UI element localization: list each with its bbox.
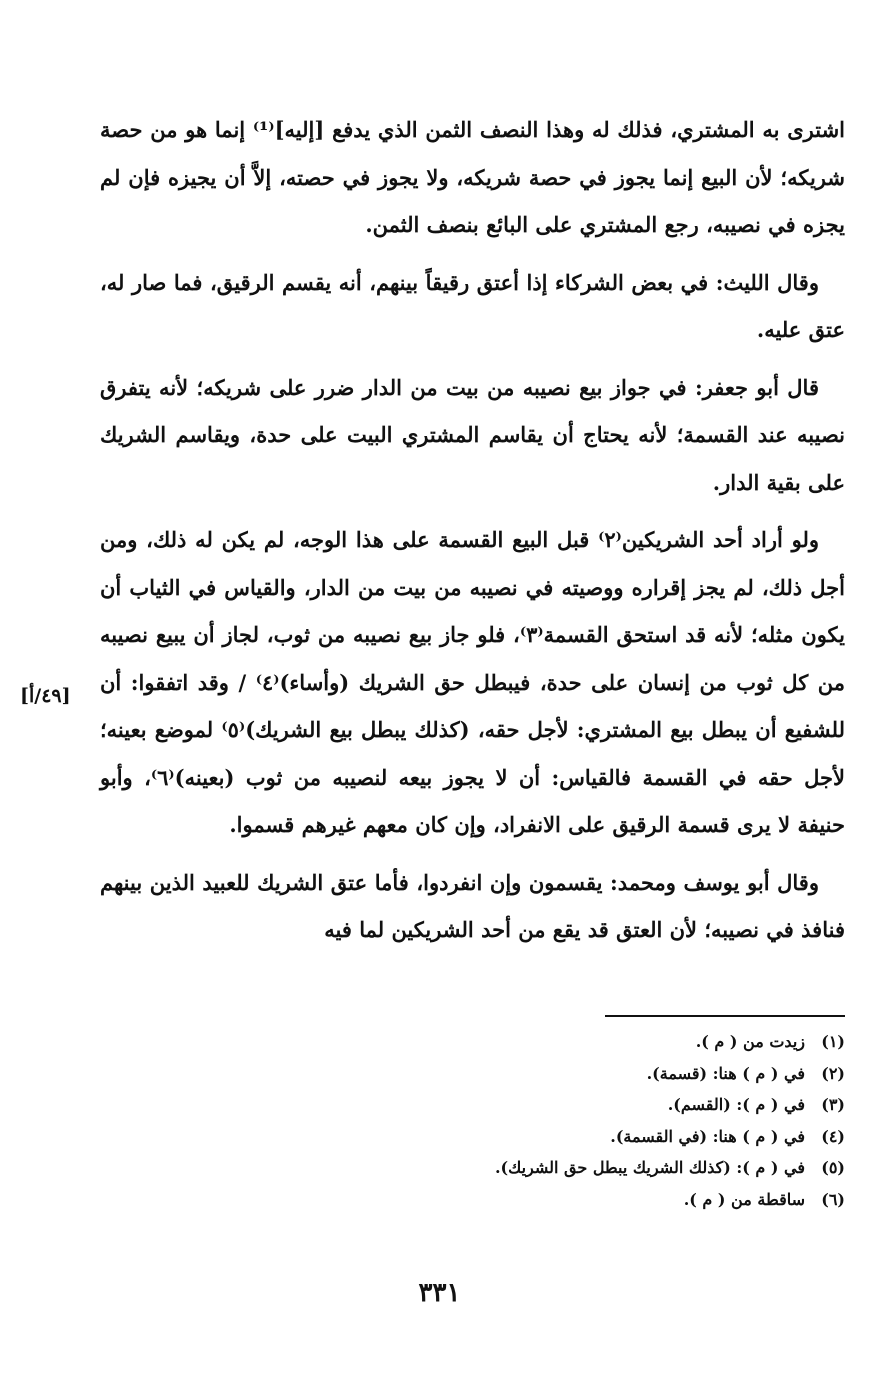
footnote-number: (٢)	[821, 1063, 845, 1083]
footnote-text: ساقطة من ( م ).	[683, 1189, 805, 1209]
footnote-divider	[605, 1015, 845, 1017]
paragraph-4: ولو أراد أحد الشريكين⁽٢⁾ قبل البيع القسمة على هذا الوجه، لم يكن له ذلك، ومن أجل ذلك، لم يجز إقراره ووصيته في نصيبه من بيت من الدار، والقياس في الثياب أن يكون مثله؛ لأنه قد استحق القسمة⁽٣⁾، فلو جاز بيع نصيبه من ثوب، لجاز أن يبيع نصيبه من كل ثوب من إنسان على حدة، فيبطل حق الشريك (وأساء)⁽٤⁾ / وقد اتفقوا: أن للشفيع أن يبطل بيع المشتري: لأجل حقه، (كذلك يبطل بيع الشريك)⁽٥⁾ لموضع بعينه؛ لأجل حقه في القسمة فالقياس: أن لا يجوز بيعه لنصيبه من ثوب (بعينه)⁽٦⁾، وأبو حنيفة لا يرى قسمة الرقيق على الانفراد، وإن كان معهم غيرهم قسموا.	[100, 527, 846, 837]
footnote-number: (٥)	[821, 1158, 845, 1177]
paragraph-3: قال أبو جعفر: في جواز بيع نصيبه من بيت من الدار ضرر على شريكه؛ لأنه يتفرق نصيبه عند القسمة؛ لأنه يحتاج أن يقاسم المشتري البيت على حدة، ويقاسم الشريك على بقية الدار.	[100, 374, 845, 495]
footnote-number: (٣)	[821, 1095, 845, 1114]
footnote-text: في ( م ) هنا: (في القسمة).	[610, 1126, 805, 1146]
footnote-text: في ( م ): (كذلك الشريك يبطل حق الشريك).	[494, 1158, 805, 1177]
footnotes	[380, 1026, 845, 1215]
footnote	[380, 1089, 845, 1121]
footnote-number: (١)	[821, 1032, 845, 1051]
footnote-text: في ( م ): (القسم).	[667, 1095, 805, 1114]
footnote	[380, 1184, 845, 1216]
manuscript-folio-marker: [٤٩/أ]	[20, 685, 71, 707]
footnote-number: (٤)	[821, 1126, 845, 1146]
page-number: ٣٣١	[418, 1278, 461, 1308]
paragraph-1: اشترى به المشتري، فذلك له وهذا النصف الثمن الذي يدفع [إليه]⁽¹⁾ إنما هو من حصة شريكه؛ لأن البيع إنما يجوز في حصة شريكه، ولا يجوز في حصته، إلاَّ أن يجيزه فإن لم يجزه في نصيبه، رجع المشتري على البائع بنصف الثمن.	[100, 117, 845, 237]
paragraph-2: وقال الليث: في بعض الشركاء إذا أعتق رقيقاً بينهم، أنه يقسم الرقيق، فما صار له، عتق عليه.	[100, 269, 845, 342]
footnote-text: زيدت من ( م ).	[695, 1032, 805, 1051]
footnote	[380, 1058, 845, 1090]
footnote	[380, 1152, 845, 1184]
paragraph-5: وقال أبو يوسف ومحمد: يقسمون وإن انفردوا، فأما عتق الشريك للعبيد الذين بينهم فنافذ في نصيبه؛ لأن العتق قد يقع من أحد الشريكين لما فيه	[100, 869, 845, 942]
footnote-text: في ( م ) هنا: (قسمة).	[646, 1063, 805, 1083]
main-text	[100, 106, 845, 964]
footnote-number: (٦)	[821, 1189, 845, 1209]
footnote	[380, 1121, 845, 1153]
footnote	[380, 1026, 845, 1058]
